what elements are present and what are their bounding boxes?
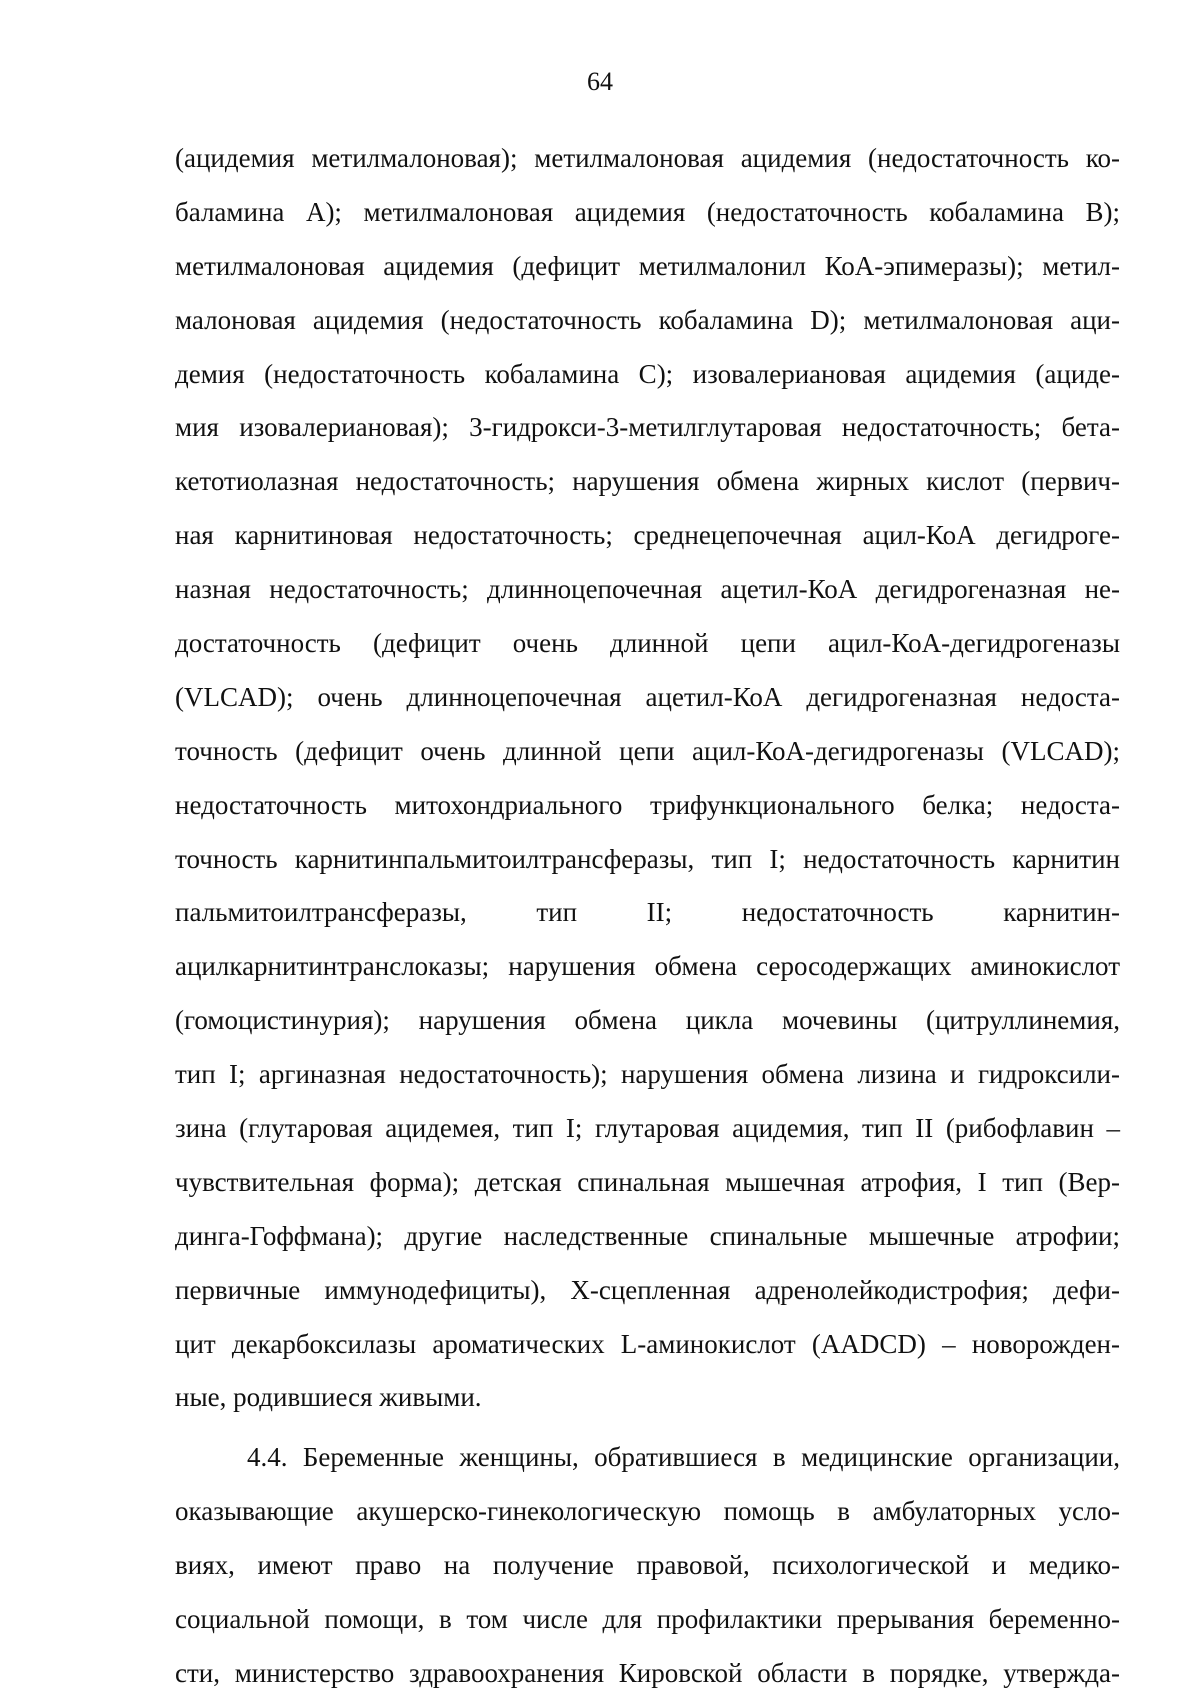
page-number: 64 xyxy=(587,67,613,96)
text-line: (VLCAD); очень длинноцепочечная ацетил-КоА дегидрогеназная недоста- xyxy=(175,681,1120,712)
text-line: малоновая ацидемия (недостаточность кобаламина D); метилмалоновая аци- xyxy=(175,304,1120,335)
text-line: кетотиолазная недостаточность; нарушения обмена жирных кислот (первич- xyxy=(175,466,1120,497)
text-line: чувствительная форма); детская спинальная мышечная атрофия, I тип (Вер- xyxy=(175,1166,1120,1197)
text-line: ацилкарнитинтранслоказы; нарушения обмена серосодержащих аминокислот xyxy=(175,951,1120,982)
body-text xyxy=(175,132,1120,1701)
text-line: виях, имеют право на получение правовой, психологической и медико- xyxy=(175,1550,1120,1581)
text-line: метилмалоновая ацидемия (дефицит метилмалонил КоА-эпимеразы); метил- xyxy=(175,250,1120,281)
text-line: достаточность (дефицит очень длинной цепи ацил-КоА-дегидрогеназы xyxy=(175,628,1120,659)
text-line: ные, родившиеся живыми. xyxy=(175,1382,482,1413)
text-line: (ацидемия метилмалоновая); метилмалоновая ацидемия (недостаточность ко- xyxy=(175,143,1120,173)
paragraph-section-4-4 xyxy=(175,1431,1120,1700)
text-line: сти, министерство здравоохранения Кировской области в порядке, утвержда- xyxy=(175,1657,1120,1688)
text-line: цит декарбоксилазы ароматических L-аминокислот (AADCD) – новорожден- xyxy=(175,1328,1120,1359)
text-line: зина (глутаровая ацидемея, тип I; глутаровая ацидемия, тип II (рибофлавин – xyxy=(175,1113,1120,1144)
text-line: 4.4. Беременные женщины, обратившиеся в медицинские организации, xyxy=(247,1442,1120,1473)
text-line: назная недостаточность; длинноцепочечная ацетил-КоА дегидрогеназная не- xyxy=(175,574,1120,605)
text-line: мия изовалериановая); 3-гидрокси-3-метилглутаровая недостаточность; бета- xyxy=(175,412,1120,443)
paragraph-disease-list xyxy=(175,132,1120,1425)
text-line: динга-Гоффмана); другие наследственные спинальные мышечные атрофии; xyxy=(175,1220,1120,1251)
text-line: пальмитоилтрансферазы, тип II; недостаточность карнитин- xyxy=(175,897,1120,928)
text-line: недостаточность митохондриального трифункционального белка; недоста- xyxy=(175,789,1120,820)
text-line: (гомоцистинурия); нарушения обмена цикла мочевины (цитруллинемия, xyxy=(175,1005,1120,1036)
text-line: демия (недостаточность кобаламина С); изовалериановая ацидемия (ациде- xyxy=(175,358,1120,389)
text-line: баламина А); метилмалоновая ацидемия (недостаточность кобаламина В); xyxy=(175,196,1120,227)
text-line: тип I; аргиназная недостаточность); нарушения обмена лизина и гидроксили- xyxy=(175,1059,1120,1090)
text-line: социальной помощи, в том числе для профилактики прерывания беременно- xyxy=(175,1604,1120,1635)
text-line: оказывающие акушерско-гинекологическую помощь в амбулаторных усло- xyxy=(175,1496,1120,1527)
text-line: точность карнитинпальмитоилтрансферазы, тип I; недостаточность карнитин xyxy=(175,843,1120,874)
text-line: ная карнитиновая недостаточность; среднецепочечная ацил-КоА дегидроге- xyxy=(175,520,1120,551)
text-line: точность (дефицит очень длинной цепи ацил-КоА-дегидрогеназы (VLCAD); xyxy=(175,735,1120,766)
text-line: первичные иммунодефициты), Х-сцепленная адренолейкодистрофия; дефи- xyxy=(175,1274,1120,1305)
